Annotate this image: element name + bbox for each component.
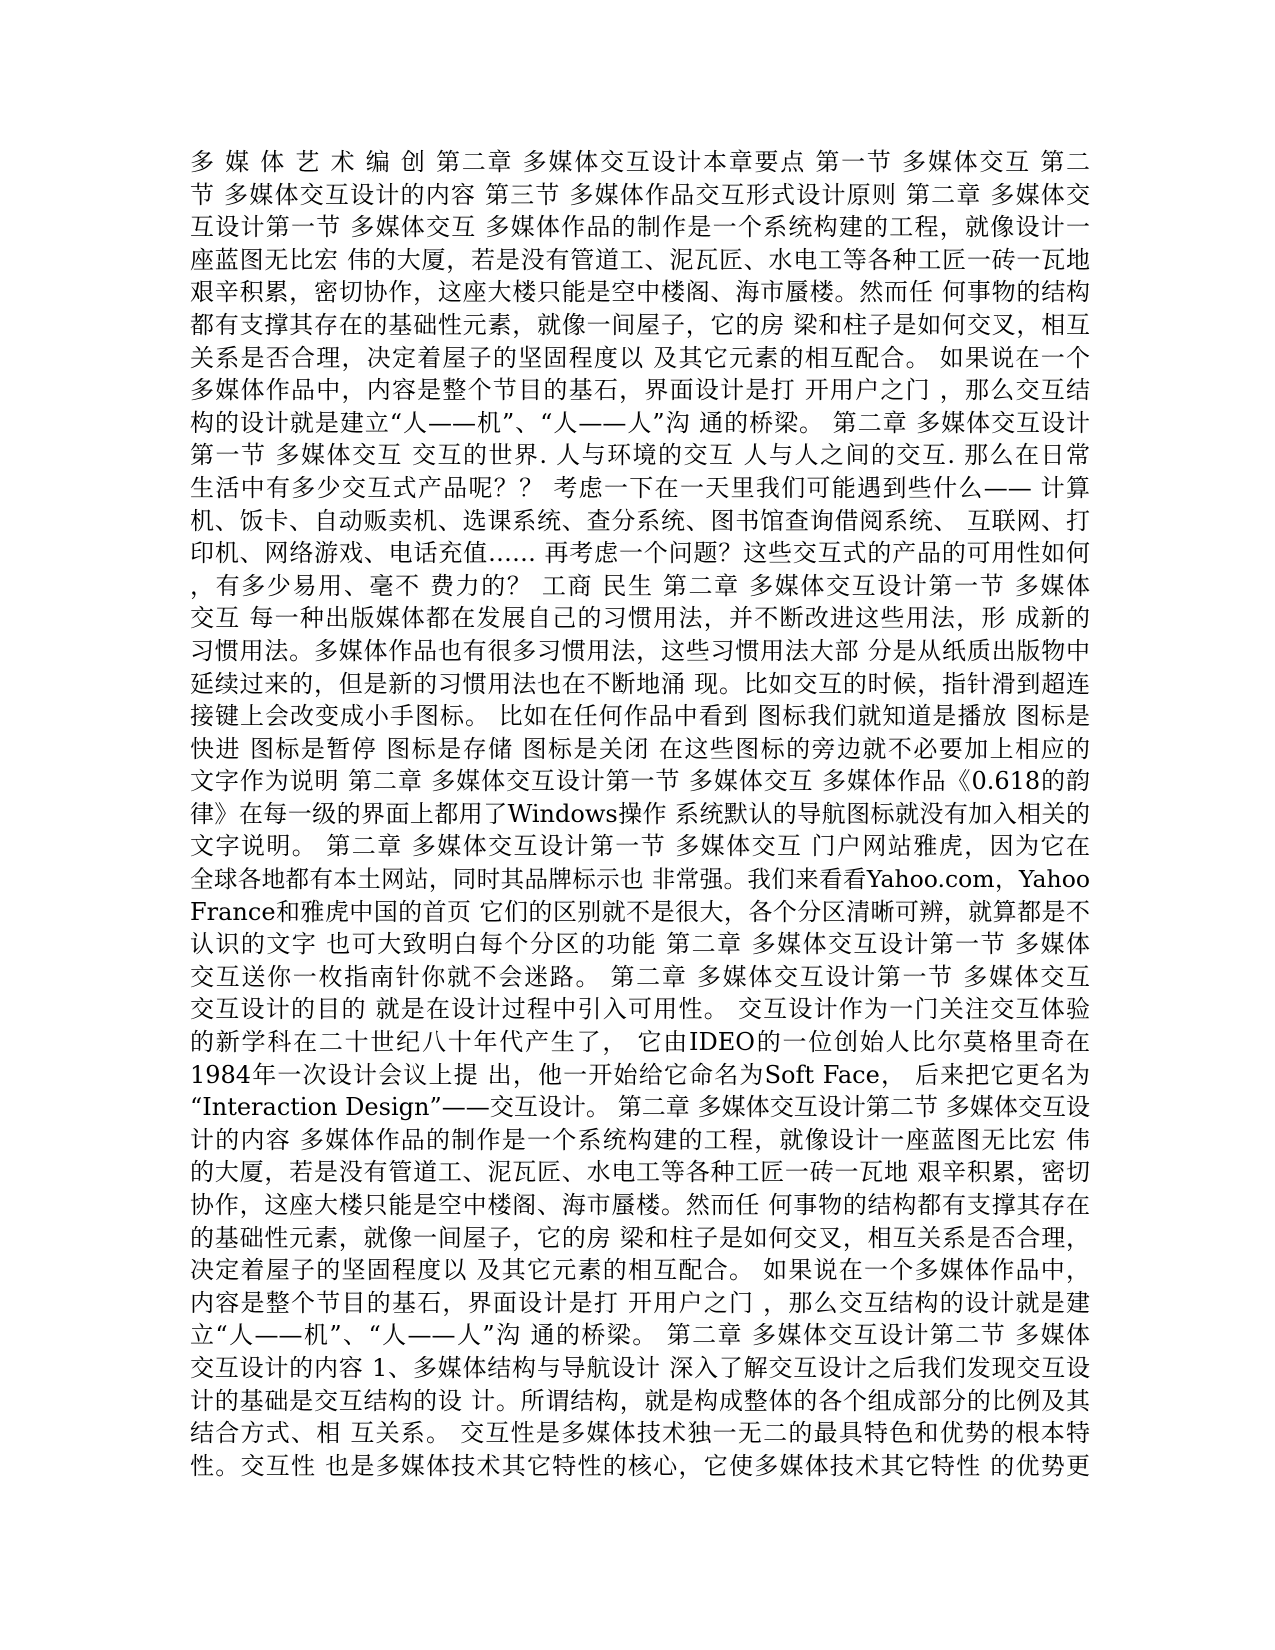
text-line: 座蓝图无比宏 伟的大厦，若是没有管道工、泥瓦匠、水电工等各种工匠一砖一瓦地	[190, 245, 1090, 274]
text-line: ，有多少易用、毫不 费力的？ 工商 民生 第二章 多媒体交互设计第一节 多媒体	[190, 571, 1090, 600]
text-line: 多媒体作品中，内容是整个节目的基石，界面设计是打 开用户之门 ，那么交互结	[190, 376, 1090, 405]
text-line: 性。交互性 也是多媒体技术其它特性的核心，它使多媒体技术其它特性 的优势更	[190, 1451, 1090, 1480]
text-line: 的新学科在二十世纪八十年代产生了， 它由IDEO的一位创始人比尔莫格里奇在	[190, 1028, 1090, 1057]
text-line: 的大厦，若是没有管道工、泥瓦匠、水电工等各种工匠一砖一瓦地 艰辛积累，密切	[190, 1158, 1090, 1187]
text-line: 互设计第一节 多媒体交互 多媒体作品的制作是一个系统构建的工程，就像设计一	[190, 213, 1090, 242]
text-line: 计的内容 多媒体作品的制作是一个系统构建的工程，就像设计一座蓝图无比宏 伟	[190, 1125, 1090, 1154]
text-line: 认识的文字 也可大致明白每个分区的功能 第二章 多媒体交互设计第一节 多媒体	[190, 930, 1090, 959]
text-line: 内容是整个节目的基石，界面设计是打 开用户之门 ，那么交互结构的设计就是建	[190, 1288, 1090, 1317]
text-line: 接键上会改变成小手图标。 比如在任何作品中看到 图标我们就知道是播放 图标是	[190, 702, 1090, 731]
text-line: 交互 每一种出版媒体都在发展自己的习惯用法，并不断改进这些用法，形 成新的	[190, 604, 1090, 633]
text-line: 结合方式、相 互关系。 交互性是多媒体技术独一无二的最具特色和优势的根本特	[190, 1419, 1090, 1448]
text-line: 立“人——机”、“人——人”沟 通的桥梁。 第二章 多媒体交互设计第二节 多媒体	[190, 1321, 1090, 1350]
text-line: 律》在每一级的界面上都用了Windows操作 系统默认的导航图标就没有加入相关的	[190, 799, 1090, 828]
text-line: 决定着屋子的坚固程度以 及其它元素的相互配合。 如果说在一个多媒体作品中，	[190, 1256, 1090, 1285]
text-line: 第一节 多媒体交互 交互的世界. 人与环境的交互 人与人之间的交互. 那么在日常	[190, 441, 1090, 470]
text-line: 多 媒 体 艺 术 编 创 第二章 多媒体交互设计本章要点 第一节 多媒体交互 第二	[190, 148, 1090, 176]
text-line: 构的设计就是建立“人——机”、“人——人”沟 通的桥梁。 第二章 多媒体交互设计	[190, 408, 1090, 437]
text-line: 关系是否合理，决定着屋子的坚固程度以 及其它元素的相互配合。 如果说在一个	[190, 343, 1090, 372]
text-line: 机、饭卡、自动贩卖机、选课系统、查分系统、图书馆查询借阅系统、 互联网、打	[190, 506, 1090, 535]
text-line: 生活中有多少交互式产品呢？？ 考虑一下在一天里我们可能遇到些什么—— 计算	[190, 473, 1090, 502]
text-line: 延续过来的，但是新的习惯用法也在不断地涌 现。比如交互的时候，指针滑到超连	[190, 669, 1090, 698]
text-line: 全球各地都有本土网站，同时其品牌标示也 非常强。我们来看看Yahoo.com，Yahoo	[190, 865, 1090, 894]
text-line: 习惯用法。多媒体作品也有很多习惯用法，这些习惯用法大部 分是从纸质出版物中	[190, 636, 1090, 665]
text-line: 文字说明。 第二章 多媒体交互设计第一节 多媒体交互 门户网站雅虎，因为它在	[190, 832, 1090, 861]
text-line: 计的基础是交互结构的设 计。所谓结构，就是构成整体的各个组成部分的比例及其	[190, 1386, 1090, 1415]
text-line: 协作，这座大楼只能是空中楼阁、海市蜃楼。然而任 何事物的结构都有支撑其存在	[190, 1191, 1090, 1219]
text-line: 交互设计的内容 1、多媒体结构与导航设计 深入了解交互设计之后我们发现交互设	[190, 1353, 1090, 1382]
text-line: 艰辛积累，密切协作，这座大楼只能是空中楼阁、海市蜃楼。然而任 何事物的结构	[190, 278, 1090, 307]
text-line: 印机、网络游戏、电话充值…… 再考虑一个问题？这些交互式的产品的可用性如何	[190, 539, 1090, 568]
text-line: 都有支撑其存在的基础性元素，就像一间屋子，它的房 梁和柱子是如何交叉，相互	[190, 310, 1090, 339]
text-line: 交互送你一枚指南针你就不会迷路。 第二章 多媒体交互设计第一节 多媒体交互	[190, 962, 1090, 991]
text-line: 1984年一次设计会议上提 出，他一开始给它命名为Soft Face， 后来把它更名为	[190, 1060, 1090, 1089]
text-line: 交互设计的目的 就是在设计过程中引入可用性。 交互设计作为一门关注交互体验	[190, 995, 1090, 1024]
text-line: France和雅虎中国的首页 它们的区别就不是很大，各个分区清晰可辨，就算都是不	[190, 897, 1090, 926]
body-text	[190, 146, 1090, 1482]
text-line: 节 多媒体交互设计的内容 第三节 多媒体作品交互形式设计原则 第二章 多媒体交	[190, 180, 1090, 209]
text-line: 文字作为说明 第二章 多媒体交互设计第一节 多媒体交互 多媒体作品《0.618的韵	[190, 767, 1090, 796]
text-line: 的基础性元素，就像一间屋子，它的房 梁和柱子是如何交叉，相互关系是否合理，	[190, 1223, 1090, 1252]
text-line: 快进 图标是暂停 图标是存储 图标是关闭 在这些图标的旁边就不必要加上相应的	[190, 734, 1090, 763]
text-line: “Interaction Design”——交互设计。 第二章 多媒体交互设计第二节 多媒体交互设	[190, 1093, 1090, 1122]
